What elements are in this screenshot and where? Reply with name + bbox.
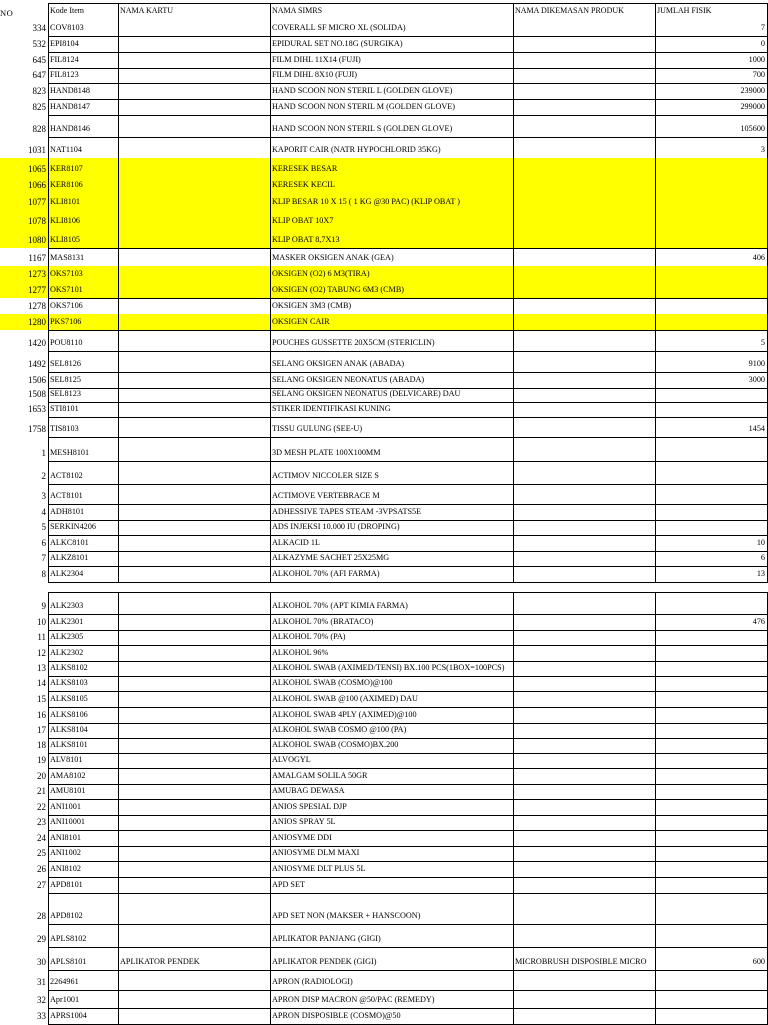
row-number: 1031 bbox=[28, 145, 46, 155]
nama-simrs-cell: ANIOS SPESIAL DJP bbox=[272, 802, 347, 811]
nama-simrs-cell: ALKOHOL 70% (BRATACO) bbox=[272, 617, 374, 626]
nama-simrs-cell: FILM DIHL 11X14 (FUJI) bbox=[272, 55, 361, 64]
jumlah-fisik-cell: 7 bbox=[760, 23, 765, 32]
nama-simrs-cell: APRON DISPOSIBLE (COSMO)@50 bbox=[272, 1011, 401, 1020]
jumlah-fisik-cell: 6 bbox=[760, 553, 765, 562]
row-number: 26 bbox=[37, 864, 46, 874]
kode-item-cell: ACT8101 bbox=[50, 491, 83, 500]
kode-item-cell: POU8110 bbox=[50, 338, 83, 347]
kode-item-cell: ALK2301 bbox=[50, 617, 84, 626]
nama-simrs-cell: ALKOHOL SWAB (AXIMED/TENSI) BX.100 PCS(1BOX=100PCS) bbox=[272, 663, 505, 672]
jumlah-fisik-cell: 105600 bbox=[740, 124, 765, 133]
row-number: 23 bbox=[37, 817, 46, 827]
jumlah-fisik-cell: 600 bbox=[752, 957, 765, 966]
nama-simrs-cell: ANIOSYME DLT PLUS 5L bbox=[272, 864, 366, 873]
nama-simrs-cell: ALKAZYME SACHET 25X25MG bbox=[272, 553, 390, 562]
row-number: 828 bbox=[32, 124, 46, 134]
nama-simrs-cell: ANIOSYME DLM MAXI bbox=[272, 848, 360, 857]
kode-item-cell: ALK2303 bbox=[50, 601, 84, 610]
row-number: 24 bbox=[37, 833, 46, 843]
row-number: 14 bbox=[37, 678, 46, 688]
kode-item-cell: ALK2305 bbox=[50, 632, 84, 641]
row-number: 1492 bbox=[28, 359, 46, 369]
row-border bbox=[48, 753, 768, 754]
row-number: 17 bbox=[37, 725, 46, 735]
nama-simrs-cell: 3D MESH PLATE 100X100MM bbox=[272, 448, 381, 457]
kode-item-cell: ANI8102 bbox=[50, 864, 81, 873]
kode-item-cell: COV8103 bbox=[50, 23, 84, 32]
kode-item-cell: NAT1104 bbox=[50, 145, 82, 154]
kode-item-cell: PKS7106 bbox=[50, 317, 82, 326]
nama-simrs-cell: ADS INJEKSI 10.000 IU (DROPING) bbox=[272, 522, 400, 531]
kode-item-cell: ALV8101 bbox=[50, 755, 83, 764]
kode-item-cell: MESH8101 bbox=[50, 448, 90, 457]
row-border bbox=[48, 676, 768, 677]
nama-simrs-cell: ALKOHOL 70% (AFI FARMA) bbox=[272, 569, 380, 578]
row-number: 825 bbox=[32, 102, 46, 112]
row-border bbox=[48, 707, 768, 708]
row-border bbox=[48, 137, 768, 138]
nama-simrs-cell: KLIP OBAT 8,7X13 bbox=[272, 235, 340, 244]
nama-simrs-cell: ALKOHOL SWAB (COSMO)@100 bbox=[272, 678, 393, 687]
kode-item-cell: ALKS8102 bbox=[50, 663, 88, 672]
kode-item-cell: ANI10001 bbox=[50, 817, 86, 826]
row-number: 9 bbox=[41, 601, 46, 611]
row-border bbox=[48, 298, 768, 299]
row-border bbox=[48, 99, 768, 100]
kode-item-cell: MAS8131 bbox=[50, 253, 85, 262]
nama-simrs-cell: ALKOHOL 96% bbox=[272, 648, 329, 657]
row-number: 1065 bbox=[28, 164, 46, 174]
nama-simrs-cell: ALKOHOL 70% (APT KIMIA FARMA) bbox=[272, 601, 408, 610]
nama-simrs-cell: ACTIMOV NICCOLER SIZE S bbox=[272, 471, 379, 480]
kode-item-cell: STI8101 bbox=[50, 404, 79, 413]
kode-item-cell: ALK2304 bbox=[50, 569, 84, 578]
column-border bbox=[270, 592, 271, 1024]
row-border bbox=[48, 248, 768, 249]
kode-item-cell: HAND8147 bbox=[50, 102, 91, 111]
kode-item-cell: ADH8101 bbox=[50, 507, 85, 516]
kode-item-cell: APRS1004 bbox=[50, 1011, 87, 1020]
kode-item-cell: OKS7106 bbox=[50, 301, 83, 310]
row-number: 30 bbox=[37, 957, 46, 967]
row-border bbox=[48, 768, 768, 769]
column-border bbox=[513, 592, 514, 1024]
row-border bbox=[48, 970, 768, 971]
nama-simrs-cell: APD SET NON (MAKSER + HANSCOON) bbox=[272, 911, 421, 920]
row-border bbox=[48, 1008, 768, 1009]
row-number: 1273 bbox=[28, 269, 46, 279]
row-number: 8 bbox=[41, 569, 46, 579]
row-border bbox=[48, 52, 768, 53]
row-border bbox=[48, 535, 768, 536]
row-border bbox=[48, 484, 768, 485]
nama-simrs-cell: ALKOHOL SWAB COSMO @100 (PA) bbox=[272, 725, 407, 734]
table-section-border bbox=[48, 592, 768, 593]
row-border bbox=[48, 893, 768, 894]
kode-item-cell: ANI1002 bbox=[50, 848, 81, 857]
row-number: 6 bbox=[41, 538, 46, 548]
kode-item-cell: EPI8104 bbox=[50, 39, 79, 48]
column-border bbox=[48, 3, 49, 582]
column-border bbox=[118, 3, 119, 582]
row-border bbox=[48, 846, 768, 847]
nama-kartu-cell: APLIKATOR PENDEK bbox=[120, 957, 200, 966]
row-number: 1 bbox=[41, 448, 46, 458]
kode-item-cell: 2264961 bbox=[50, 977, 79, 986]
jumlah-fisik-cell: 3 bbox=[760, 145, 765, 154]
row-number: 5 bbox=[41, 522, 46, 532]
nama-simrs-cell: ANIOSYME DDI bbox=[272, 833, 332, 842]
row-number: 11 bbox=[37, 632, 46, 642]
nama-simrs-cell: ALKOHOL SWAB @100 (AXIMED) DAU bbox=[272, 694, 418, 703]
kode-item-cell: SEL8123 bbox=[50, 389, 81, 398]
kode-item-cell: FIL8124 bbox=[50, 55, 79, 64]
nama-simrs-cell: AMALGAM SOLILA 50GR bbox=[272, 771, 368, 780]
nama-simrs-cell: HAND SCOON NON STERIL M (GOLDEN GLOVE) bbox=[272, 102, 455, 111]
kode-item-cell: OKS7103 bbox=[50, 269, 83, 278]
nama-simrs-cell: ALKOHOL SWAB (COSMO)BX.200 bbox=[272, 740, 399, 749]
kode-item-cell: TIS8103 bbox=[50, 424, 79, 433]
nama-simrs-cell: APLIKATOR PENDEK (GIGI) bbox=[272, 957, 377, 966]
nama-simrs-cell: SELANG OKSIGEN NEONATUS (ABADA) bbox=[272, 375, 425, 384]
kode-item-cell: KER8106 bbox=[50, 180, 83, 189]
row-number: 1420 bbox=[28, 338, 46, 348]
row-number: 12 bbox=[37, 648, 46, 658]
row-number: 10 bbox=[37, 617, 46, 627]
kode-item-cell: ALKZ8101 bbox=[50, 553, 89, 562]
kode-item-cell: FIL8123 bbox=[50, 70, 79, 79]
jumlah-fisik-cell: 5 bbox=[760, 338, 765, 347]
row-border bbox=[48, 417, 768, 418]
row-number: 1280 bbox=[28, 317, 46, 327]
kode-item-cell: OKS7101 bbox=[50, 285, 83, 294]
kode-item-cell: ALKS8101 bbox=[50, 740, 88, 749]
column-border bbox=[655, 592, 656, 1024]
column-border bbox=[513, 3, 514, 582]
column-border bbox=[270, 3, 271, 582]
row-border bbox=[48, 877, 768, 878]
row-number: 1080 bbox=[28, 235, 46, 245]
nama-simrs-cell: APRON (RADIOLOGI) bbox=[272, 977, 353, 986]
row-number: 18 bbox=[37, 740, 46, 750]
row-number: 27 bbox=[37, 880, 46, 890]
kode-item-cell: ALK2302 bbox=[50, 648, 84, 657]
row-border bbox=[48, 691, 768, 692]
jumlah-fisik-cell: 0 bbox=[760, 39, 765, 48]
jumlah-fisik-cell: 700 bbox=[752, 70, 765, 79]
nama-simrs-cell: KLIP OBAT 10X7 bbox=[272, 216, 334, 225]
row-number: 2 bbox=[41, 471, 46, 481]
row-border bbox=[48, 520, 768, 521]
header-jumlah-fisik: JUMLAH FISIK bbox=[657, 6, 712, 15]
nama-simrs-cell: OKSIGEN 3M3 (CMB) bbox=[272, 301, 352, 310]
row-number: 334 bbox=[32, 23, 46, 33]
row-border bbox=[48, 630, 768, 631]
nama-simrs-cell: OKSIGEN (O2) 6 M3(TIRA) bbox=[272, 269, 370, 278]
nama-simrs-cell: KERESEK BESAR bbox=[272, 164, 338, 173]
nama-simrs-cell: SELANG OKSIGEN NEONATUS (DELVICARE) DAU bbox=[272, 389, 461, 398]
column-border bbox=[655, 3, 656, 582]
kode-item-cell: ANI8101 bbox=[50, 833, 81, 842]
row-number: 1758 bbox=[28, 424, 46, 434]
kode-item-cell: ALKS8106 bbox=[50, 710, 88, 719]
nama-simrs-cell: HAND SCOON NON STERIL L (GOLDEN GLOVE) bbox=[272, 86, 453, 95]
row-number: 20 bbox=[37, 771, 46, 781]
nama-simrs-cell: ACTIMOVE VERTEBRACE M bbox=[272, 491, 380, 500]
kode-item-cell: SEL8125 bbox=[50, 375, 81, 384]
nama-simrs-cell: STIKER IDENTIFIKASI KUNING bbox=[272, 404, 391, 413]
nama-simrs-cell: HAND SCOON NON STERIL S (GOLDEN GLOVE) bbox=[272, 124, 453, 133]
row-number: 1077 bbox=[28, 197, 46, 207]
row-border bbox=[48, 738, 768, 739]
row-number: 647 bbox=[32, 70, 46, 80]
nama-simrs-cell: APRON DISP MACRON @50/PAC (REMEDY) bbox=[272, 995, 435, 1004]
row-number: 7 bbox=[41, 553, 46, 563]
kode-item-cell: APLS8101 bbox=[50, 957, 87, 966]
row-border bbox=[48, 351, 768, 352]
row-border bbox=[48, 330, 768, 331]
row-border bbox=[48, 861, 768, 862]
jumlah-fisik-cell: 299000 bbox=[740, 102, 765, 111]
row-number: 33 bbox=[37, 1011, 46, 1021]
kode-item-cell: KLI8105 bbox=[50, 235, 81, 244]
nama-simrs-cell: TISSU GULUNG (SEE-U) bbox=[272, 424, 363, 433]
kode-item-cell: ALKS8104 bbox=[50, 725, 88, 734]
nama-simrs-cell: ALKACID 1L bbox=[272, 538, 320, 547]
jumlah-fisik-cell: 239000 bbox=[740, 86, 765, 95]
row-number: 32 bbox=[37, 995, 46, 1005]
row-number: 1066 bbox=[28, 180, 46, 190]
row-border bbox=[48, 36, 768, 37]
nama-simrs-cell: FILM DIHL 8X10 (FUJI) bbox=[272, 70, 357, 79]
row-border bbox=[48, 815, 768, 816]
row-border bbox=[48, 372, 768, 373]
nama-simrs-cell: KLIP BESAR 10 X 15 ( 1 KG @30 PAC) (KLIP OBAT ) bbox=[272, 197, 460, 206]
nama-kemasan-cell: MICROBRUSH DISPOSIBLE MICRO bbox=[515, 957, 647, 966]
row-number: 1508 bbox=[28, 389, 46, 399]
row-border bbox=[48, 566, 768, 567]
nama-simrs-cell: ALVOGYL bbox=[272, 755, 311, 764]
table-top-border bbox=[48, 3, 768, 4]
kode-item-cell: APD8102 bbox=[50, 911, 83, 920]
row-border bbox=[48, 645, 768, 646]
row-border bbox=[48, 504, 768, 505]
row-number: 19 bbox=[37, 755, 46, 765]
jumlah-fisik-cell: 406 bbox=[752, 253, 765, 262]
row-number: 22 bbox=[37, 802, 46, 812]
row-number: 1278 bbox=[28, 301, 46, 311]
row-border bbox=[48, 614, 768, 615]
row-border bbox=[48, 799, 768, 800]
nama-simrs-cell: APD SET bbox=[272, 880, 305, 889]
nama-simrs-cell: ANIOS SPRAY 5L bbox=[272, 817, 336, 826]
header-no: NO bbox=[0, 8, 14, 18]
kode-item-cell: AMU8101 bbox=[50, 786, 86, 795]
row-number: 13 bbox=[37, 663, 46, 673]
jumlah-fisik-cell: 9100 bbox=[748, 359, 765, 368]
nama-simrs-cell: ALKOHOL SWAB 4PLY (AXIMED)@100 bbox=[272, 710, 417, 719]
nama-simrs-cell: APLIKATOR PANJANG (GIGI) bbox=[272, 934, 381, 943]
kode-item-cell: KLI8106 bbox=[50, 216, 81, 225]
nama-simrs-cell: SELANG OKSIGEN ANAK (ABADA) bbox=[272, 359, 405, 368]
row-border bbox=[48, 924, 768, 925]
kode-item-cell: KLI8101 bbox=[50, 197, 81, 206]
row-border bbox=[48, 68, 768, 69]
jumlah-fisik-cell: 1454 bbox=[748, 424, 765, 433]
header-nama-dikemasan: NAMA DIKEMASAN PRODUK bbox=[515, 6, 624, 15]
header-kode-item: Kode Item bbox=[50, 6, 84, 15]
nama-simrs-cell: OKSIGEN (O2) TABUNG 6M3 (CMB) bbox=[272, 285, 405, 294]
row-number: 21 bbox=[37, 786, 46, 796]
jumlah-fisik-cell: 476 bbox=[752, 617, 765, 626]
kode-item-cell: KER8107 bbox=[50, 164, 83, 173]
row-number: 1277 bbox=[28, 285, 46, 295]
kode-item-cell: APD8101 bbox=[50, 880, 83, 889]
row-number: 1078 bbox=[28, 216, 46, 226]
row-border bbox=[48, 947, 768, 948]
row-number: 16 bbox=[37, 710, 46, 720]
column-border bbox=[118, 592, 119, 1024]
header-nama-kartu: NAMA KARTU bbox=[120, 6, 174, 15]
row-number: 532 bbox=[32, 39, 46, 49]
nama-simrs-cell: EPIDURAL SET NO.18G (SURGIKA) bbox=[272, 39, 403, 48]
row-border bbox=[48, 402, 768, 403]
row-border bbox=[48, 437, 768, 438]
row-border bbox=[48, 830, 768, 831]
row-border bbox=[48, 551, 768, 552]
nama-simrs-cell: ALKOHOL 70% (PA) bbox=[272, 632, 346, 641]
kode-item-cell: ALKS8103 bbox=[50, 678, 88, 687]
row-border bbox=[48, 723, 768, 724]
kode-item-cell: APLS8102 bbox=[50, 934, 87, 943]
row-border bbox=[48, 461, 768, 462]
row-border bbox=[48, 990, 768, 991]
header-nama-simrs: NAMA SIMRS bbox=[272, 6, 323, 15]
nama-simrs-cell: POUCHES GUSSETTE 20X5CM (STERICLIN) bbox=[272, 338, 435, 347]
row-number: 4 bbox=[41, 507, 46, 517]
row-number: 28 bbox=[37, 911, 46, 921]
row-number: 31 bbox=[37, 977, 46, 987]
row-number: 15 bbox=[37, 694, 46, 704]
nama-simrs-cell: KERESEK KECIL bbox=[272, 180, 335, 189]
nama-simrs-cell: ADHESSIVE TAPES STEAM -3VPSATS5E bbox=[272, 507, 422, 516]
kode-item-cell: Apr1001 bbox=[50, 995, 80, 1004]
row-border bbox=[48, 83, 768, 84]
nama-simrs-cell: AMUBAG DEWASA bbox=[272, 786, 345, 795]
row-border bbox=[48, 661, 768, 662]
jumlah-fisik-cell: 10 bbox=[756, 538, 765, 547]
row-number: 645 bbox=[32, 55, 46, 65]
row-border bbox=[48, 582, 768, 583]
jumlah-fisik-cell: 1000 bbox=[748, 55, 765, 64]
jumlah-fisik-cell: 3000 bbox=[748, 375, 765, 384]
kode-item-cell: ALKC8101 bbox=[50, 538, 89, 547]
row-number: 29 bbox=[37, 934, 46, 944]
column-border bbox=[48, 592, 49, 1024]
kode-item-cell: SERKIN4206 bbox=[50, 522, 96, 531]
kode-item-cell: HAND8146 bbox=[50, 124, 91, 133]
row-number: 823 bbox=[32, 86, 46, 96]
row-border bbox=[48, 784, 768, 785]
kode-item-cell: AMA8102 bbox=[50, 771, 86, 780]
nama-simrs-cell: COVERALL SF MICRO XL (SOLIDA) bbox=[272, 23, 406, 32]
nama-simrs-cell: KAPORIT CAIR (NATR HYPOCHLORID 35KG) bbox=[272, 145, 441, 154]
kode-item-cell: SEL8126 bbox=[50, 359, 81, 368]
row-number: 1653 bbox=[28, 404, 46, 414]
kode-item-cell: ANI1001 bbox=[50, 802, 81, 811]
kode-item-cell: ALKS8105 bbox=[50, 694, 88, 703]
kode-item-cell: HAND8148 bbox=[50, 86, 91, 95]
row-border bbox=[48, 115, 768, 116]
jumlah-fisik-cell: 13 bbox=[756, 569, 765, 578]
row-number: 1167 bbox=[28, 253, 46, 263]
row-number: 3 bbox=[41, 491, 46, 501]
row-number: 1506 bbox=[28, 375, 46, 385]
nama-simrs-cell: OKSIGEN CAIR bbox=[272, 317, 330, 326]
kode-item-cell: ACT8102 bbox=[50, 471, 83, 480]
row-number: 25 bbox=[37, 848, 46, 858]
nama-simrs-cell: MASKER OKSIGEN ANAK (GEA) bbox=[272, 253, 394, 262]
